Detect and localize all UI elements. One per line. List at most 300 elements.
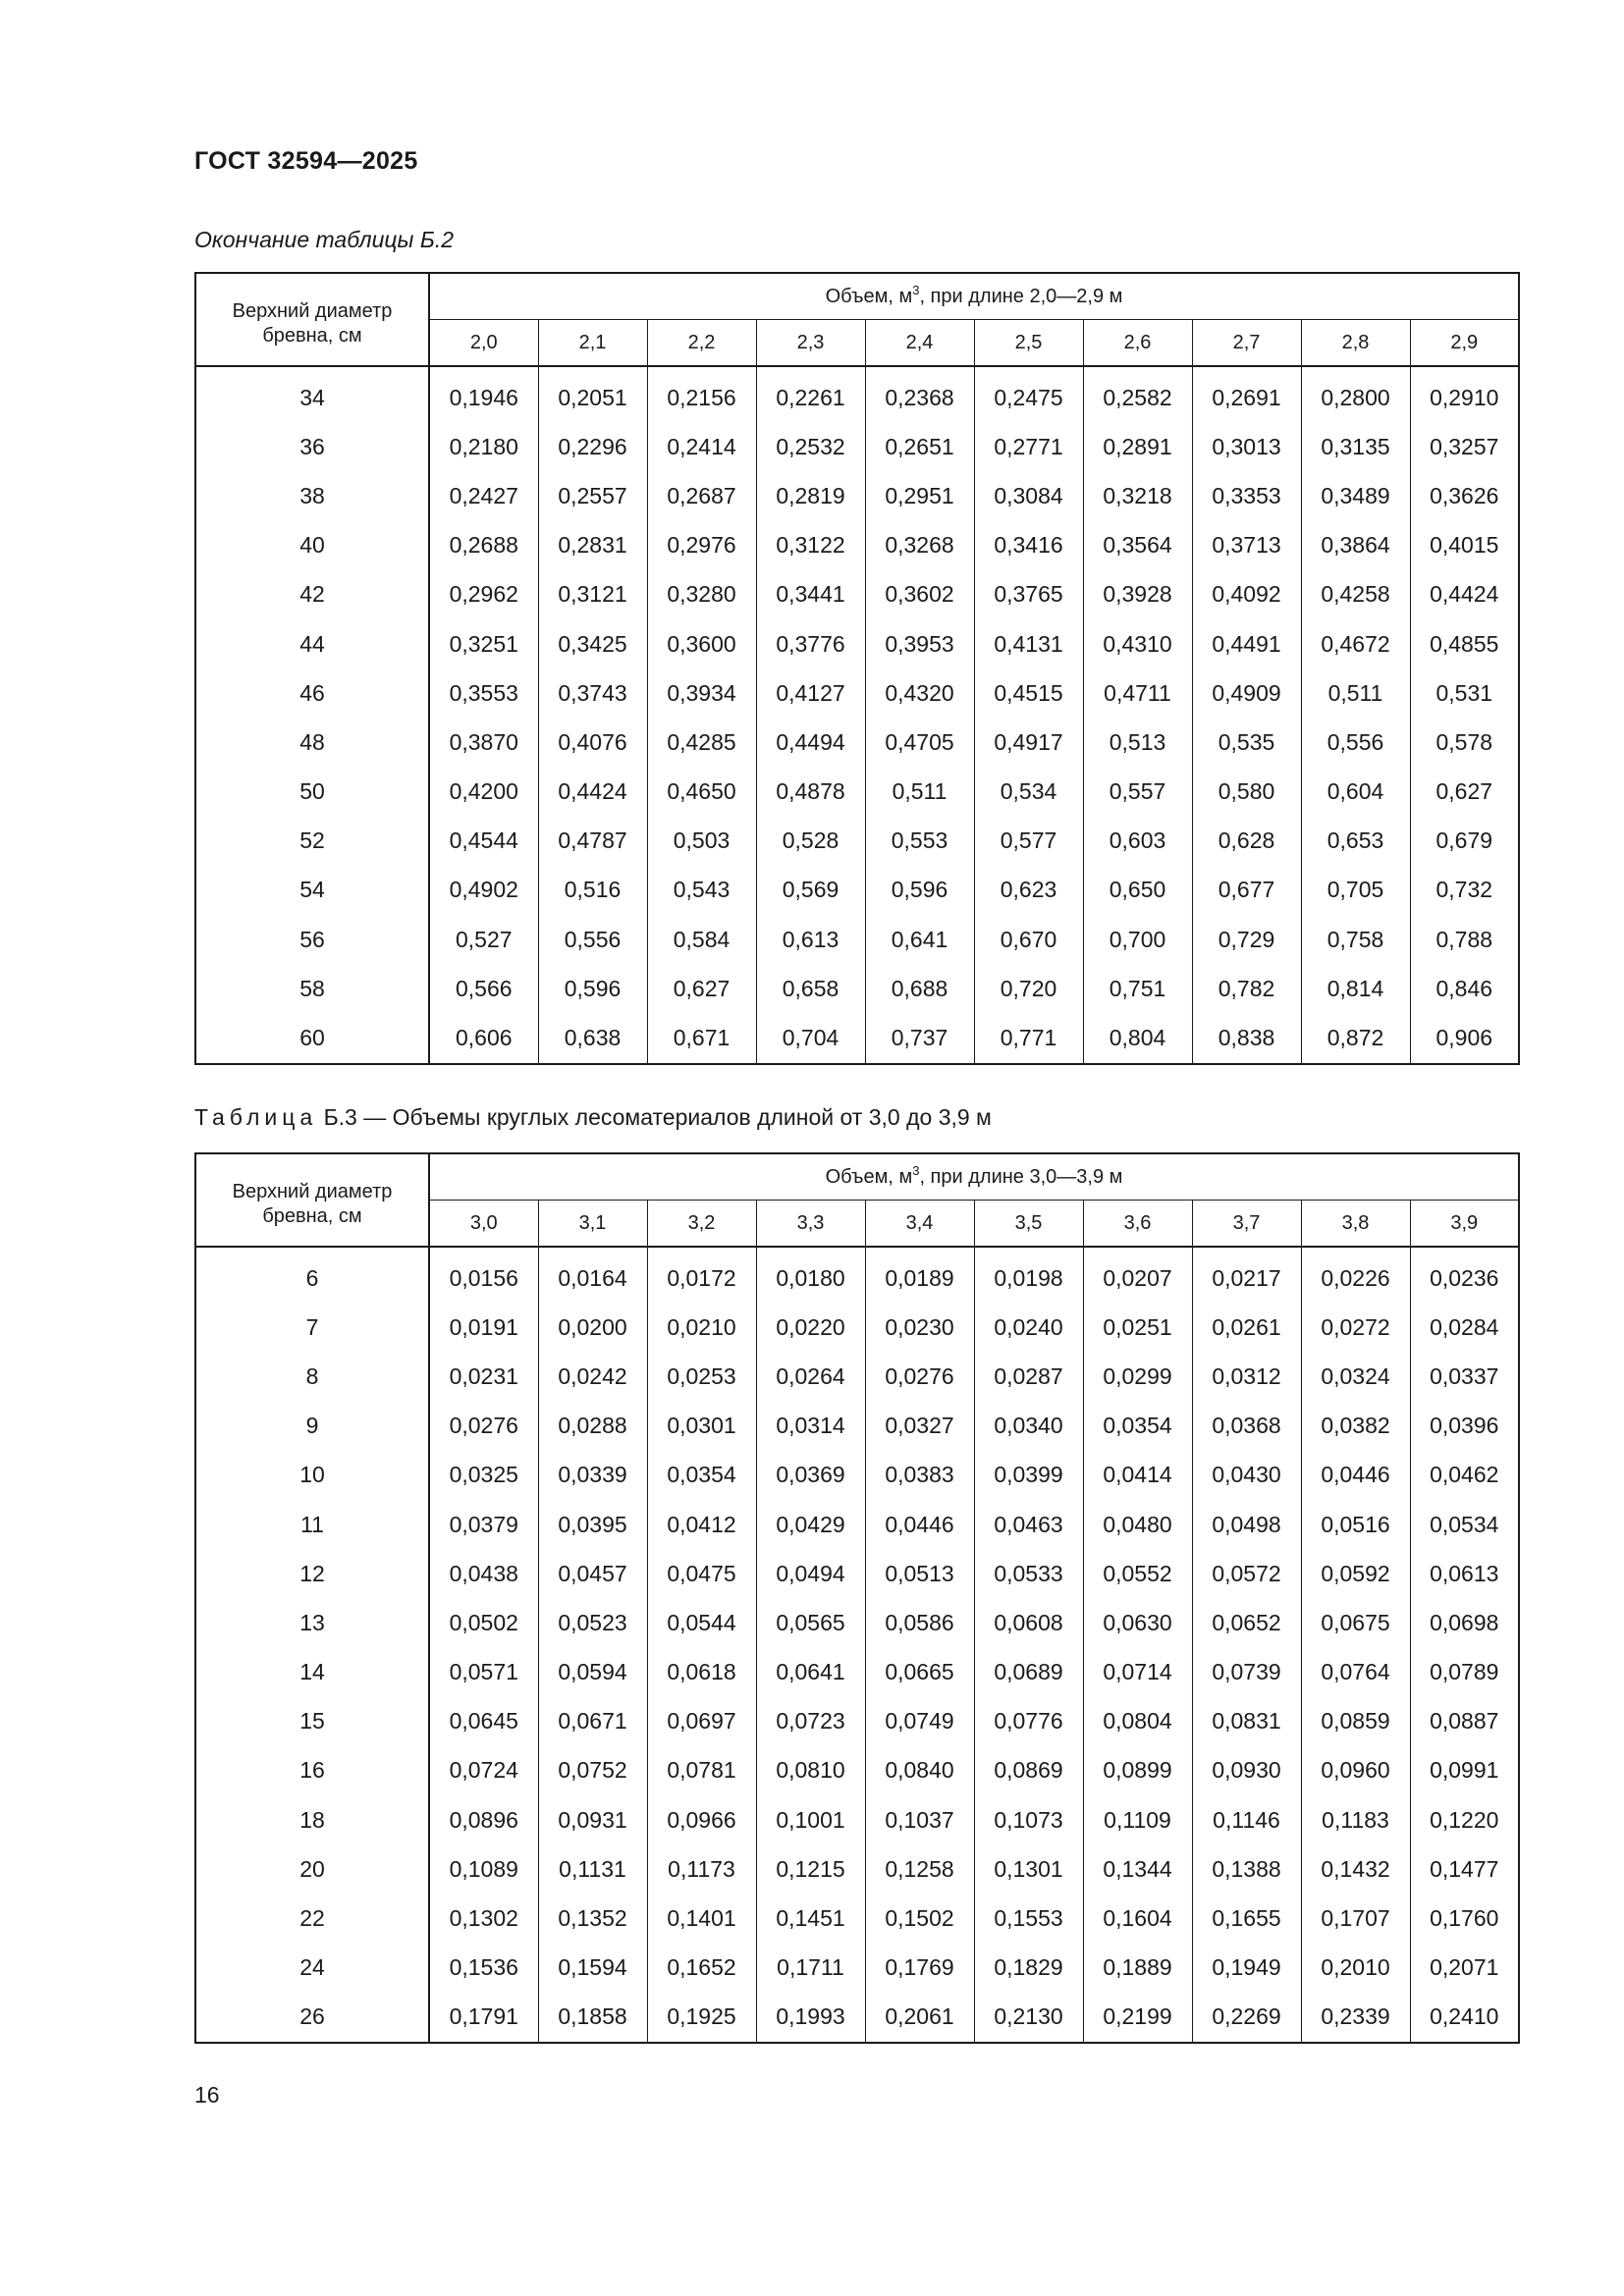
- volume-cell: 0,0991: [1410, 1746, 1519, 1795]
- volume-cell: 0,1993: [756, 1993, 865, 2043]
- volume-cell: 0,0327: [865, 1402, 974, 1451]
- volume-cell: 0,1858: [538, 1993, 647, 2043]
- volume-cell: 0,0156: [429, 1247, 538, 1303]
- table-row: [195, 1013, 1519, 1063]
- volume-cell: 0,846: [1410, 964, 1519, 1013]
- volume-cell: 0,0789: [1410, 1648, 1519, 1697]
- volume-cell: 0,0207: [1083, 1247, 1192, 1303]
- volume-cell: 0,2156: [647, 366, 756, 422]
- volume-cell: 0,2475: [974, 366, 1083, 422]
- volume-cell: 0,0284: [1410, 1303, 1519, 1352]
- table-row: [195, 718, 1519, 767]
- volume-cell: 0,3257: [1410, 422, 1519, 471]
- volume-cell: 0,2819: [756, 471, 865, 520]
- volume-cell: 0,704: [756, 1013, 865, 1063]
- volume-cell: 0,814: [1301, 964, 1410, 1013]
- table-row: [195, 964, 1519, 1013]
- diameter-cell: 36: [195, 422, 429, 471]
- volume-cell: 0,0383: [865, 1451, 974, 1500]
- volume-cell: 0,3864: [1301, 521, 1410, 570]
- volume-cell: 0,0618: [647, 1648, 756, 1697]
- volume-cell: 0,906: [1410, 1013, 1519, 1063]
- volume-cell: 0,1760: [1410, 1894, 1519, 1943]
- diameter-cell: 40: [195, 521, 429, 570]
- volume-cell: 0,0831: [1192, 1697, 1301, 1746]
- volume-cell: 0,1344: [1083, 1844, 1192, 1894]
- volume-cell: 0,0457: [538, 1549, 647, 1598]
- volume-cell: 0,1791: [429, 1993, 538, 2043]
- table-row: [195, 1648, 1519, 1697]
- volume-cell: 0,0675: [1301, 1598, 1410, 1647]
- length-header: 2,7: [1192, 320, 1301, 367]
- table-row: [195, 817, 1519, 866]
- diameter-cell: 46: [195, 668, 429, 718]
- diameter-cell: 14: [195, 1648, 429, 1697]
- length-header: 3,2: [647, 1201, 756, 1248]
- volume-cell: 0,0869: [974, 1746, 1083, 1795]
- volume-cell: 0,0396: [1410, 1402, 1519, 1451]
- table-row: [195, 570, 1519, 619]
- volume-cell: 0,596: [865, 866, 974, 915]
- volume-cell: 0,0565: [756, 1598, 865, 1647]
- volume-cell: 0,0533: [974, 1549, 1083, 1598]
- table-row: [195, 422, 1519, 471]
- volume-cell: 0,1889: [1083, 1944, 1192, 1993]
- volume-cell: 0,4855: [1410, 619, 1519, 668]
- volume-cell: 0,0723: [756, 1697, 865, 1746]
- volume-cell: 0,3626: [1410, 471, 1519, 520]
- volume-cell: 0,0191: [429, 1303, 538, 1352]
- volume-cell: 0,0534: [1410, 1500, 1519, 1549]
- volume-cell: 0,3713: [1192, 521, 1301, 570]
- volume-cell: 0,2771: [974, 422, 1083, 471]
- diameter-cell: 22: [195, 1894, 429, 1943]
- diameter-column-header: [195, 273, 429, 366]
- volume-header-prefix: Объем, м: [825, 1165, 913, 1188]
- volume-cell: 0,4672: [1301, 619, 1410, 668]
- volume-cell: 0,516: [538, 866, 647, 915]
- volume-cell: 0,2414: [647, 422, 756, 471]
- volume-cell: 0,0220: [756, 1303, 865, 1352]
- volume-cell: 0,1258: [865, 1844, 974, 1894]
- volume-cell: 0,1949: [1192, 1944, 1301, 1993]
- volume-cell: 0,4015: [1410, 521, 1519, 570]
- volume-cell: 0,4127: [756, 668, 865, 718]
- volume-cell: 0,3122: [756, 521, 865, 570]
- volume-cell: 0,511: [865, 768, 974, 817]
- volume-cell: 0,1302: [429, 1894, 538, 1943]
- volume-cell: 0,0931: [538, 1795, 647, 1844]
- volume-cell: 0,1109: [1083, 1795, 1192, 1844]
- diameter-cell: 44: [195, 619, 429, 668]
- table-row: [195, 366, 1519, 422]
- volume-cell: 0,0594: [538, 1648, 647, 1697]
- volume-cell: 0,4909: [1192, 668, 1301, 718]
- table-row: [195, 1697, 1519, 1746]
- volume-cell: 0,534: [974, 768, 1083, 817]
- diameter-cell: 26: [195, 1993, 429, 2043]
- volume-header-suffix: , при длине 2,0—2,9 м: [919, 285, 1123, 307]
- volume-cell: 0,4787: [538, 817, 647, 866]
- length-header: 3,6: [1083, 1201, 1192, 1248]
- volume-cell: 0,0339: [538, 1451, 647, 1500]
- document-header: ГОСТ 32594—2025: [194, 147, 418, 175]
- table-row: [195, 1944, 1519, 1993]
- volume-cell: 0,580: [1192, 768, 1301, 817]
- length-header: 2,3: [756, 320, 865, 367]
- volume-cell: 0,1388: [1192, 1844, 1301, 1894]
- volume-cell: 0,0899: [1083, 1746, 1192, 1795]
- volume-cell: 0,0430: [1192, 1451, 1301, 1500]
- volume-cell: 0,0287: [974, 1352, 1083, 1401]
- volume-cell: 0,732: [1410, 866, 1519, 915]
- volume-cell: 0,3870: [429, 718, 538, 767]
- volume-cell: 0,1553: [974, 1894, 1083, 1943]
- volume-cell: 0,0592: [1301, 1549, 1410, 1598]
- volume-cell: 0,3013: [1192, 422, 1301, 471]
- volume-cell: 0,0552: [1083, 1549, 1192, 1598]
- volume-cell: 0,0586: [865, 1598, 974, 1647]
- volume-cell: 0,1301: [974, 1844, 1083, 1894]
- volume-cell: 0,0810: [756, 1746, 865, 1795]
- volume-cell: 0,2951: [865, 471, 974, 520]
- volume-cell: 0,1502: [865, 1894, 974, 1943]
- table-b3-caption-label: Таблица: [194, 1104, 318, 1130]
- diameter-cell: 13: [195, 1598, 429, 1647]
- volume-cell: 0,0494: [756, 1549, 865, 1598]
- volume-cell: 0,0764: [1301, 1648, 1410, 1697]
- volume-cell: 0,2691: [1192, 366, 1301, 422]
- diameter-cell: 50: [195, 768, 429, 817]
- diameter-header-line1: Верхний диаметр: [232, 1181, 393, 1202]
- volume-cell: 0,3743: [538, 668, 647, 718]
- table-row: [195, 1352, 1519, 1401]
- volume-cell: 0,2800: [1301, 366, 1410, 422]
- volume-cell: 0,1604: [1083, 1894, 1192, 1943]
- volume-cell: 0,679: [1410, 817, 1519, 866]
- volume-cell: 0,596: [538, 964, 647, 1013]
- volume-cell: 0,2180: [429, 422, 538, 471]
- volume-cell: 0,606: [429, 1013, 538, 1063]
- volume-cell: 0,0210: [647, 1303, 756, 1352]
- volume-cell: 0,4320: [865, 668, 974, 718]
- volume-cell: 0,2557: [538, 471, 647, 520]
- volume-cell: 0,3135: [1301, 422, 1410, 471]
- diameter-cell: 12: [195, 1549, 429, 1598]
- diameter-cell: 42: [195, 570, 429, 619]
- volume-cell: 0,0337: [1410, 1352, 1519, 1401]
- volume-cell: 0,2368: [865, 366, 974, 422]
- volume-cell: 0,3441: [756, 570, 865, 619]
- volume-cell: 0,3353: [1192, 471, 1301, 520]
- table-row: [195, 1598, 1519, 1647]
- diameter-cell: 20: [195, 1844, 429, 1894]
- diameter-cell: 58: [195, 964, 429, 1013]
- diameter-cell: 24: [195, 1944, 429, 1993]
- volume-cell: 0,528: [756, 817, 865, 866]
- volume-cell: 0,4878: [756, 768, 865, 817]
- volume-cell: 0,4494: [756, 718, 865, 767]
- volume-cell: 0,513: [1083, 718, 1192, 767]
- length-header: 2,1: [538, 320, 647, 367]
- volume-cell: 0,1146: [1192, 1795, 1301, 1844]
- volume-cell: 0,3600: [647, 619, 756, 668]
- volume-cell: 0,4711: [1083, 668, 1192, 718]
- volume-cell: 0,0641: [756, 1648, 865, 1697]
- table-row: [195, 1993, 1519, 2043]
- volume-header-sup: 3: [912, 1162, 920, 1178]
- volume-cell: 0,3489: [1301, 471, 1410, 520]
- volume-cell: 0,3934: [647, 668, 756, 718]
- volume-cell: 0,2962: [429, 570, 538, 619]
- volume-cell: 0,556: [538, 915, 647, 964]
- volume-cell: 0,0645: [429, 1697, 538, 1746]
- volume-cell: 0,0698: [1410, 1598, 1519, 1647]
- volume-cell: 0,0261: [1192, 1303, 1301, 1352]
- length-header: 3,3: [756, 1201, 865, 1248]
- volume-cell: 0,758: [1301, 915, 1410, 964]
- volume-cell: 0,2910: [1410, 366, 1519, 422]
- volume-cell: 0,4092: [1192, 570, 1301, 619]
- volume-span-header: [429, 1153, 1519, 1201]
- volume-cell: 0,0340: [974, 1402, 1083, 1451]
- diameter-cell: 56: [195, 915, 429, 964]
- diameter-cell: 10: [195, 1451, 429, 1500]
- volume-cell: 0,788: [1410, 915, 1519, 964]
- volume-cell: 0,569: [756, 866, 865, 915]
- volume-cell: 0,0412: [647, 1500, 756, 1549]
- volume-cell: 0,720: [974, 964, 1083, 1013]
- volume-cell: 0,0164: [538, 1247, 647, 1303]
- volume-cell: 0,1769: [865, 1944, 974, 1993]
- volume-cell: 0,603: [1083, 817, 1192, 866]
- volume-cell: 0,1655: [1192, 1894, 1301, 1943]
- volume-cell: 0,0325: [429, 1451, 538, 1500]
- volume-cell: 0,0264: [756, 1352, 865, 1401]
- volume-cell: 0,1707: [1301, 1894, 1410, 1943]
- volume-cell: 0,2532: [756, 422, 865, 471]
- volume-cell: 0,1037: [865, 1795, 974, 1844]
- volume-cell: 0,737: [865, 1013, 974, 1063]
- volume-cell: 0,0438: [429, 1549, 538, 1598]
- diameter-header-line2: бревна, см: [262, 325, 362, 347]
- volume-cell: 0,3121: [538, 570, 647, 619]
- length-header: 3,0: [429, 1201, 538, 1248]
- volume-cell: 0,3765: [974, 570, 1083, 619]
- volume-cell: 0,0475: [647, 1549, 756, 1598]
- volume-cell: 0,1594: [538, 1944, 647, 1993]
- table-row: [195, 668, 1519, 718]
- volume-cell: 0,0752: [538, 1746, 647, 1795]
- volume-cell: 0,566: [429, 964, 538, 1013]
- diameter-cell: 60: [195, 1013, 429, 1063]
- table-row: [195, 1795, 1519, 1844]
- volume-cell: 0,0395: [538, 1500, 647, 1549]
- length-header: 2,8: [1301, 320, 1410, 367]
- volume-cell: 0,1432: [1301, 1844, 1410, 1894]
- volume-cell: 0,2976: [647, 521, 756, 570]
- volume-cell: 0,1089: [429, 1844, 538, 1894]
- volume-cell: 0,4650: [647, 768, 756, 817]
- volume-cell: 0,0314: [756, 1402, 865, 1451]
- volume-cell: 0,584: [647, 915, 756, 964]
- volume-cell: 0,0226: [1301, 1247, 1410, 1303]
- volume-cell: 0,705: [1301, 866, 1410, 915]
- volume-cell: 0,0240: [974, 1303, 1083, 1352]
- length-header: 3,4: [865, 1201, 974, 1248]
- volume-cell: 0,653: [1301, 817, 1410, 866]
- volume-cell: 0,627: [647, 964, 756, 1013]
- volume-header-prefix: Объем, м: [825, 285, 913, 307]
- volume-cell: 0,872: [1301, 1013, 1410, 1063]
- volume-cell: 0,4076: [538, 718, 647, 767]
- table-b3-caption-text: Б.3 — Объемы круглых лесоматериалов длиной от 3,0 до 3,9 м: [317, 1104, 992, 1130]
- diameter-cell: 34: [195, 366, 429, 422]
- volume-cell: 0,641: [865, 915, 974, 964]
- volume-cell: 0,0446: [865, 1500, 974, 1549]
- volume-cell: 0,3553: [429, 668, 538, 718]
- volume-cell: 0,0429: [756, 1500, 865, 1549]
- volume-cell: 0,782: [1192, 964, 1301, 1013]
- length-header: 3,9: [1410, 1201, 1519, 1248]
- diameter-cell: 52: [195, 817, 429, 866]
- volume-cell: 0,0523: [538, 1598, 647, 1647]
- diameter-cell: 7: [195, 1303, 429, 1352]
- volume-cell: 0,2688: [429, 521, 538, 570]
- volume-cell: 0,0776: [974, 1697, 1083, 1746]
- volume-cell: 0,1711: [756, 1944, 865, 1993]
- volume-cell: 0,2130: [974, 1993, 1083, 2043]
- volume-cell: 0,4131: [974, 619, 1083, 668]
- volume-cell: 0,0369: [756, 1451, 865, 1500]
- volume-cell: 0,2199: [1083, 1993, 1192, 2043]
- volume-cell: 0,1946: [429, 366, 538, 422]
- volume-cell: 0,0217: [1192, 1247, 1301, 1303]
- volume-cell: 0,1183: [1301, 1795, 1410, 1844]
- volume-cell: 0,3218: [1083, 471, 1192, 520]
- volume-cell: 0,2296: [538, 422, 647, 471]
- volume-cell: 0,0446: [1301, 1451, 1410, 1500]
- volume-cell: 0,0480: [1083, 1500, 1192, 1549]
- volume-cell: 0,0368: [1192, 1402, 1301, 1451]
- table-row: [195, 1746, 1519, 1795]
- volume-cell: 0,0930: [1192, 1746, 1301, 1795]
- volume-cell: 0,531: [1410, 668, 1519, 718]
- volume-cell: 0,1073: [974, 1795, 1083, 1844]
- volume-cell: 0,2261: [756, 366, 865, 422]
- volume-cell: 0,3602: [865, 570, 974, 619]
- volume-cell: 0,0253: [647, 1352, 756, 1401]
- volume-header-sup: 3: [912, 282, 920, 297]
- volume-cell: 0,0462: [1410, 1451, 1519, 1500]
- diameter-cell: 48: [195, 718, 429, 767]
- volume-cell: 0,0354: [1083, 1402, 1192, 1451]
- volume-cell: 0,0544: [647, 1598, 756, 1647]
- volume-cell: 0,0312: [1192, 1352, 1301, 1401]
- volume-cell: 0,0781: [647, 1746, 756, 1795]
- volume-cell: 0,4258: [1301, 570, 1410, 619]
- volume-cell: 0,1001: [756, 1795, 865, 1844]
- volume-cell: 0,3928: [1083, 570, 1192, 619]
- length-header: 3,7: [1192, 1201, 1301, 1248]
- volume-cell: 0,0671: [538, 1697, 647, 1746]
- volume-cell: 0,0463: [974, 1500, 1083, 1549]
- volume-cell: 0,2831: [538, 521, 647, 570]
- volume-cell: 0,1131: [538, 1844, 647, 1894]
- volume-cell: 0,729: [1192, 915, 1301, 964]
- volume-cell: 0,577: [974, 817, 1083, 866]
- diameter-cell: 18: [195, 1795, 429, 1844]
- table-row: [195, 1247, 1519, 1303]
- table-row: [195, 1500, 1519, 1549]
- volume-cell: 0,1220: [1410, 1795, 1519, 1844]
- volume-cell: 0,1536: [429, 1944, 538, 1993]
- volume-cell: 0,0960: [1301, 1746, 1410, 1795]
- volume-cell: 0,0665: [865, 1648, 974, 1697]
- volume-cell: 0,671: [647, 1013, 756, 1063]
- volume-cell: 0,623: [974, 866, 1083, 915]
- volume-cell: 0,0859: [1301, 1697, 1410, 1746]
- table-row: [195, 768, 1519, 817]
- length-header: 3,5: [974, 1201, 1083, 1248]
- volume-cell: 0,804: [1083, 1013, 1192, 1063]
- volume-cell: 0,4310: [1083, 619, 1192, 668]
- volume-cell: 0,2051: [538, 366, 647, 422]
- volume-header-suffix: , при длине 3,0—3,9 м: [919, 1165, 1123, 1188]
- volume-cell: 0,4544: [429, 817, 538, 866]
- volume-cell: 0,627: [1410, 768, 1519, 817]
- table-b2: [194, 272, 1520, 1065]
- diameter-cell: 9: [195, 1402, 429, 1451]
- volume-cell: 0,3564: [1083, 521, 1192, 570]
- volume-cell: 0,4902: [429, 866, 538, 915]
- volume-cell: 0,2651: [865, 422, 974, 471]
- diameter-cell: 6: [195, 1247, 429, 1303]
- volume-cell: 0,3280: [647, 570, 756, 619]
- volume-cell: 0,2010: [1301, 1944, 1410, 1993]
- volume-cell: 0,650: [1083, 866, 1192, 915]
- table-row: [195, 1549, 1519, 1598]
- volume-cell: 0,4705: [865, 718, 974, 767]
- volume-cell: 0,2061: [865, 1993, 974, 2043]
- volume-cell: 0,0714: [1083, 1648, 1192, 1697]
- length-header: 2,9: [1410, 320, 1519, 367]
- diameter-header-line2: бревна, см: [262, 1205, 362, 1227]
- volume-cell: 0,0382: [1301, 1402, 1410, 1451]
- volume-cell: 0,3425: [538, 619, 647, 668]
- volume-cell: 0,0572: [1192, 1549, 1301, 1598]
- volume-cell: 0,838: [1192, 1013, 1301, 1063]
- table-row: [195, 866, 1519, 915]
- volume-cell: 0,0200: [538, 1303, 647, 1352]
- volume-cell: 0,0652: [1192, 1598, 1301, 1647]
- page-number: 16: [194, 2082, 220, 2108]
- table-row: [195, 1451, 1519, 1500]
- volume-cell: 0,0498: [1192, 1500, 1301, 1549]
- table-row: [195, 1844, 1519, 1894]
- length-header: 2,2: [647, 320, 756, 367]
- volume-cell: 0,0180: [756, 1247, 865, 1303]
- volume-cell: 0,4917: [974, 718, 1083, 767]
- volume-cell: 0,1925: [647, 1993, 756, 2043]
- volume-cell: 0,0230: [865, 1303, 974, 1352]
- volume-cell: 0,4515: [974, 668, 1083, 718]
- volume-cell: 0,3953: [865, 619, 974, 668]
- volume-cell: 0,2410: [1410, 1993, 1519, 2043]
- volume-cell: 0,1829: [974, 1944, 1083, 1993]
- volume-cell: 0,2891: [1083, 422, 1192, 471]
- volume-cell: 0,0301: [647, 1402, 756, 1451]
